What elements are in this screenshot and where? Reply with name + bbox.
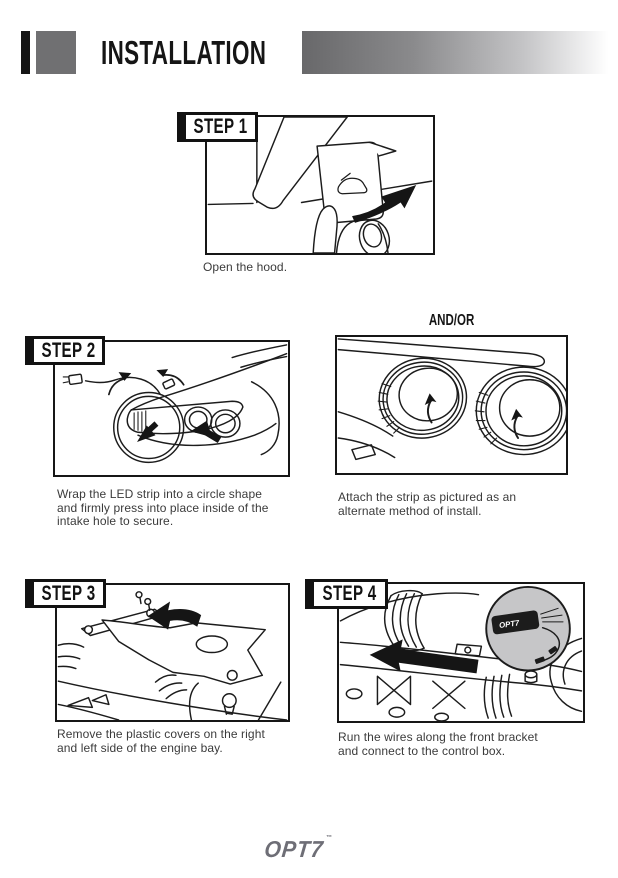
left-hand-icon	[58, 644, 83, 669]
step3-caption: Remove the plastic covers on the right and left side of the engine bay.	[57, 727, 265, 755]
step1-label-box	[177, 112, 258, 142]
brand-logo	[262, 835, 362, 863]
bumper-bar	[338, 339, 544, 367]
wire-connector	[69, 374, 83, 384]
trademark-mark: ™	[326, 835, 333, 841]
step2-caption: Wrap the LED strip into a circle shape and firmly press into place inside of the intake hole to secure.	[57, 487, 269, 528]
bolt-icon	[223, 694, 237, 708]
step3-label-box	[25, 579, 106, 608]
brand-logo-text: OPT7	[263, 836, 325, 862]
header-gray-block	[36, 31, 76, 74]
press-arrow-icon	[190, 421, 211, 438]
step2-label: STEP 2	[41, 338, 96, 362]
step4-label-box	[305, 579, 388, 609]
step3-label: STEP 3	[41, 581, 96, 605]
and-or-label: AND/OR	[428, 312, 475, 329]
right-headlight-ring	[476, 367, 566, 454]
step1-caption: Open the hood.	[203, 260, 288, 274]
alternate-illustration-headlight-rings-icon	[337, 337, 566, 473]
step1-label: STEP 1	[193, 115, 248, 138]
plastic-cover	[102, 620, 265, 684]
header-black-bar	[21, 31, 30, 74]
step2-label-box	[25, 336, 105, 365]
right-hand-icon	[156, 675, 187, 699]
step4-caption: Run the wires along the front bracket and connect to the control box.	[338, 730, 538, 758]
page-title: INSTALLATION	[101, 34, 267, 71]
step4-label: STEP 4	[322, 582, 377, 605]
left-headlight-ring	[374, 353, 472, 444]
svg-text:OPT7: OPT7	[498, 618, 520, 631]
alternate-caption: Attach the strip as pictured as an alternate method of install.	[338, 490, 517, 518]
header-gradient-bar	[302, 31, 618, 74]
hand-icon	[313, 206, 337, 253]
alternate-method-panel	[335, 335, 568, 475]
